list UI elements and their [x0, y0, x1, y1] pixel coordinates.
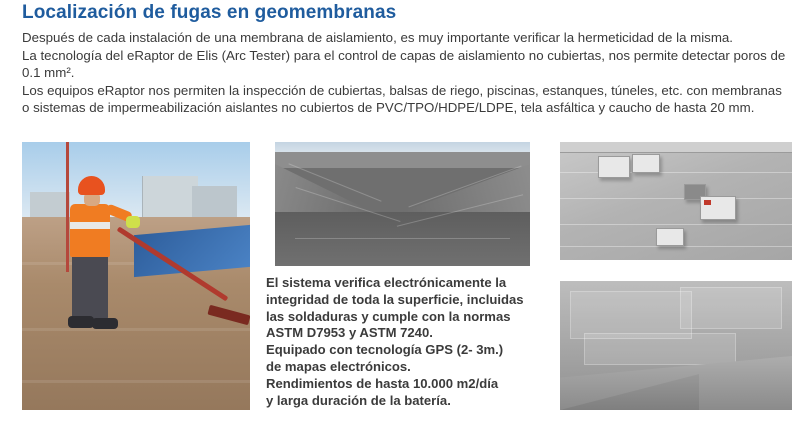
caption-line-1: El sistema verifica electrónicamente la — [266, 275, 507, 290]
body-paragraph-2: La tecnología del eRaptor de Elis (Arc Tester) para el control de capas de aislamiento no cubiertas, nos permite detectar poros de 0.1 mm². — [22, 47, 786, 81]
roof-hvac-unit-1 — [598, 156, 630, 178]
photo-worker-glove — [126, 216, 140, 228]
caption-line-4: ASTM D7953 y ASTM 7240. — [266, 325, 433, 341]
caption-line-2: integridad de toda la superficie, incluidas — [266, 291, 524, 307]
body-paragraph-3: Los equipos eRaptor nos permiten la inspección de cubiertas, balsas de riego, piscinas, estanques, túneles, etc. con membranas o sistemas de impermeabilización aislantes no cubiertos de PVC/TPO/HDPE/LDPE, tela asfáltica y caucho de hasta 20 mm. — [22, 82, 782, 116]
photo-worker-legs — [72, 254, 108, 320]
page-title: Localización de fugas en geomembranas — [22, 2, 397, 23]
caption-line-8: y larga duración de la batería. — [266, 392, 451, 408]
roof-unit-marker — [704, 200, 711, 205]
roof-detail-sheet-1 — [570, 291, 692, 339]
pond-floor — [275, 212, 530, 266]
roof-seam-4 — [560, 246, 792, 247]
roof-hvac-unit-5 — [656, 228, 684, 246]
caption-block — [266, 275, 546, 409]
caption-line-6: de mapas electrónicos. — [266, 358, 411, 374]
photo-worker-boot-right — [92, 318, 118, 329]
roof-detail-sheet-3 — [584, 333, 736, 365]
photo-worker-boot-left — [68, 316, 94, 328]
roof-seam-2 — [560, 198, 792, 199]
photo-roof-membrane-detail — [560, 281, 792, 410]
roof-seam-3 — [560, 224, 792, 225]
roof-hvac-unit-2 — [632, 154, 660, 173]
roof-parapet — [560, 142, 792, 153]
roof-detail-sheet-2 — [680, 287, 782, 329]
pond-seam-5 — [295, 238, 510, 239]
photo-ground-band-2 — [22, 328, 250, 331]
caption-line-5: Equipado con tecnología GPS (2- 3m.) — [266, 342, 504, 358]
roof-hvac-unit-4 — [700, 196, 736, 220]
photo-ground-band-3 — [22, 380, 250, 383]
photo-pond-liner — [275, 142, 530, 266]
caption-line-3: las soldaduras y cumple con la normas — [266, 308, 511, 324]
body-paragraph-1: Después de cada instalación de una membrana de aislamiento, es muy importante verificar la hermeticidad de la misma. — [22, 30, 734, 45]
body-text — [22, 29, 792, 117]
photo-pole — [66, 142, 69, 272]
caption-line-7: Rendimientos de hasta 10.000 m2/día — [266, 375, 499, 391]
photo-worker-vest — [70, 204, 110, 257]
pond-rim — [275, 152, 530, 168]
photo-worker-with-eraptor — [22, 142, 250, 410]
photo-worker-vest-stripe — [70, 222, 110, 229]
photo-roof-aerial-units — [560, 142, 792, 260]
roof-seam-1 — [560, 172, 792, 173]
